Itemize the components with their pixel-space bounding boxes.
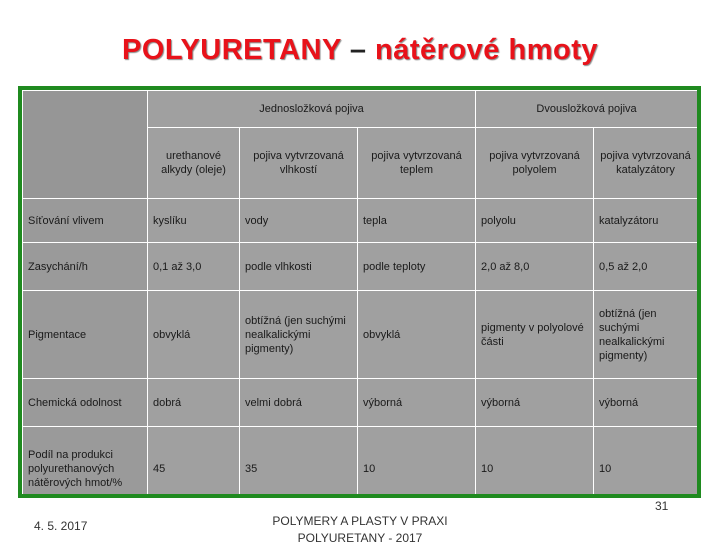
title-sub: nátěrové hmoty <box>375 34 598 66</box>
table-cell: 10 <box>358 427 476 499</box>
table-cell: katalyzátoru <box>594 199 698 243</box>
row-label: Podíl na produkci polyurethanových nátěrových hmot/% <box>23 427 148 499</box>
table-cell: 0,1 až 3,0 <box>148 243 240 291</box>
table-cell: výborná <box>358 379 476 427</box>
title-dash: – <box>341 34 376 66</box>
table-cell: výborná <box>594 379 698 427</box>
page-number: 31 <box>655 499 669 513</box>
table-cell: obtížná (jen suchými nealkalickými pigmenty) <box>594 291 698 379</box>
footer-caption <box>210 513 510 547</box>
title-main: POLYURETANY <box>122 34 342 66</box>
table-cell: velmi dobrá <box>240 379 358 427</box>
table-cell: obvyklá <box>358 291 476 379</box>
table-cell: 10 <box>594 427 698 499</box>
table-cell: vody <box>240 199 358 243</box>
table-row <box>23 291 698 379</box>
table-cell: 2,0 až 8,0 <box>476 243 594 291</box>
table-cell: výborná <box>476 379 594 427</box>
table-frame <box>18 86 701 498</box>
footer-caption-line2: POLYURETANY - 2017 <box>297 531 423 545</box>
footer-date: 4. 5. 2017 <box>34 519 88 533</box>
table-cell: obvyklá <box>148 291 240 379</box>
group-header-one-component: Jednosložková pojiva <box>148 91 476 128</box>
group-header-two-component: Dvousložková pojiva <box>476 91 698 128</box>
table-cell: podle teploty <box>358 243 476 291</box>
row-label: Síťování vlivem <box>23 199 148 243</box>
table-cell: 10 <box>476 427 594 499</box>
table-cell: 35 <box>240 427 358 499</box>
subheader-cell: pojiva vytvrzovaná polyolem <box>476 128 594 199</box>
subheader-cell: pojiva vytvrzovaná teplem <box>358 128 476 199</box>
table-cell: obtížná (jen suchými nealkalickými pigmenty) <box>240 291 358 379</box>
table-header-row <box>23 91 698 128</box>
table-cell: 0,5 až 2,0 <box>594 243 698 291</box>
table-row <box>23 199 698 243</box>
table-cell: kyslíku <box>148 199 240 243</box>
footer-caption-line1: POLYMERY A PLASTY V PRAXI <box>272 514 448 528</box>
table-cell: 45 <box>148 427 240 499</box>
table-cell: polyolu <box>476 199 594 243</box>
table-cell: pigmenty v polyolové části <box>476 291 594 379</box>
slide-title <box>0 34 720 67</box>
subheader-cell: pojiva vytvrzovaná katalyzátory <box>594 128 698 199</box>
row-label: Chemická odolnost <box>23 379 148 427</box>
table-cell: podle vlhkosti <box>240 243 358 291</box>
table-corner-cell <box>23 91 148 199</box>
binder-comparison-table <box>22 90 698 498</box>
table-cell: tepla <box>358 199 476 243</box>
table-row <box>23 243 698 291</box>
table-cell: dobrá <box>148 379 240 427</box>
row-label: Pigmentace <box>23 291 148 379</box>
subheader-cell: pojiva vytvrzovaná vlhkostí <box>240 128 358 199</box>
row-label: Zasychání/h <box>23 243 148 291</box>
table-row <box>23 427 698 499</box>
table-row <box>23 379 698 427</box>
subheader-cell: urethanové alkydy (oleje) <box>148 128 240 199</box>
